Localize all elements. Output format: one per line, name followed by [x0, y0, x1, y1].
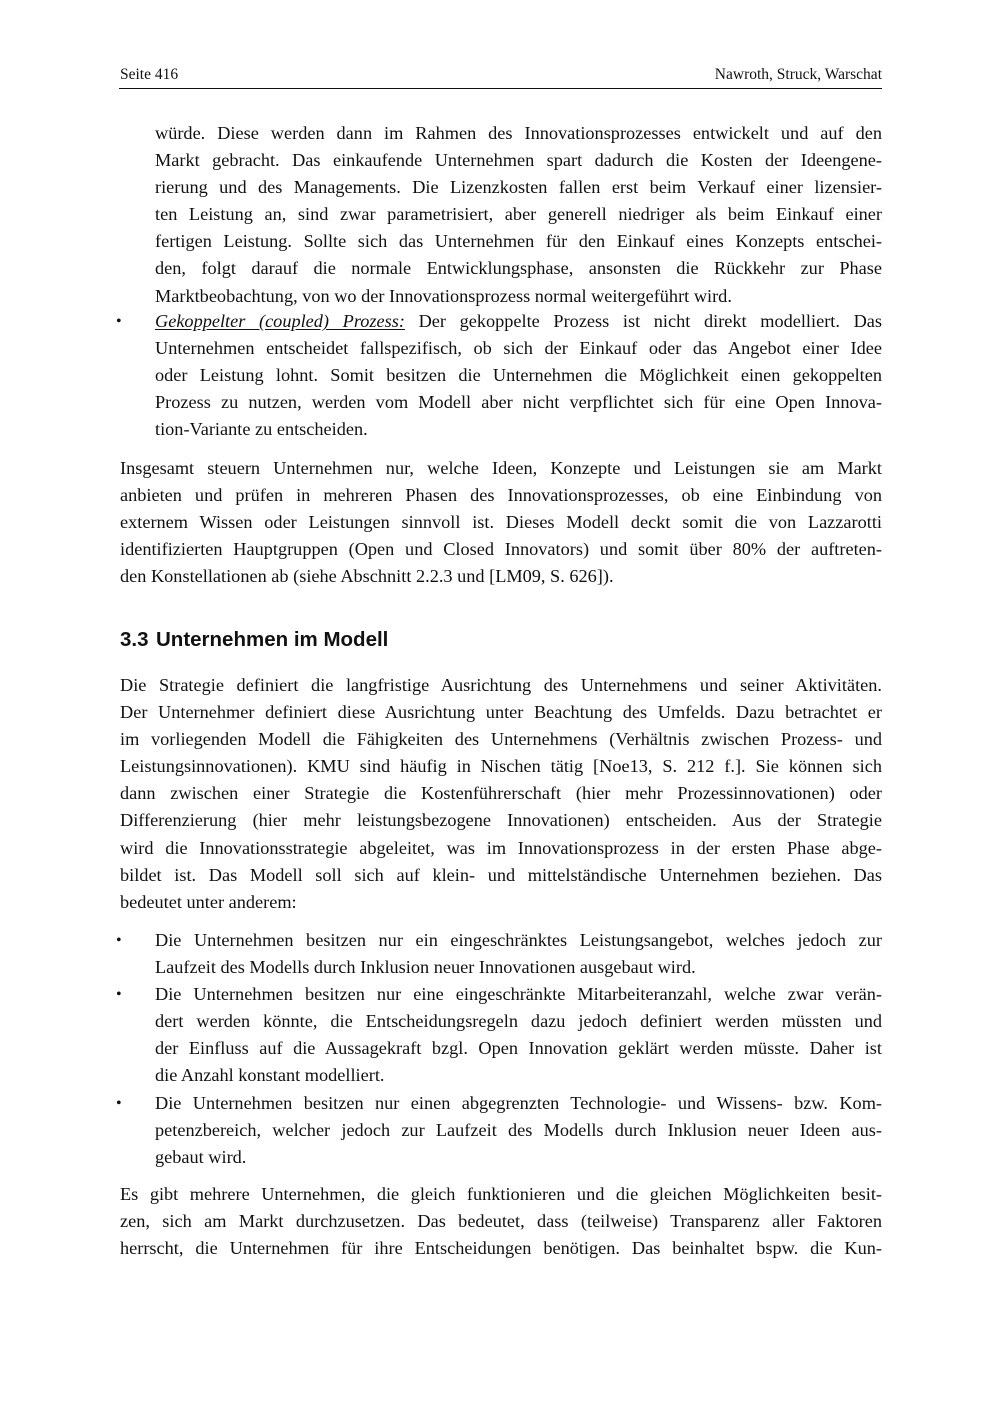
- text-line: Die Strategie definiert die langfristige Ausrichtung des Unternehmens und seiner Aktivitäten.: [120, 675, 882, 695]
- bullet-marker: •: [116, 313, 122, 330]
- text-line: die Anzahl konstant modelliert.: [155, 1065, 385, 1086]
- text-line: Marktbeobachtung, von wo der Innovationsprozess normal weitergeführt wird.: [155, 285, 732, 306]
- text-line: den Konstellationen ab (siehe Abschnitt 2.2.3 und [LM09, S. 626]).: [120, 566, 614, 587]
- text-segment: Der gekoppelte Prozess ist nicht direkt modelliert. Das: [404, 311, 882, 331]
- list-item: [116, 1090, 882, 1171]
- text-line: bedeutet unter anderem:: [120, 891, 297, 912]
- text-line: Markt gebracht. Das einkaufende Unternehmen spart dadurch die Kosten der Ideengene-: [155, 150, 882, 171]
- bullet-marker: •: [116, 1094, 122, 1112]
- text-line: herrscht, die Unternehmen für ihre Entscheidungen benötigen. Das beinhaltet bspw. die Kun-: [120, 1238, 882, 1259]
- text-line: Die Unternehmen besitzen nur eine eingeschränkte Mitarbeiteranzahl, welche zwar verän-: [155, 984, 882, 1005]
- section-heading: [120, 628, 388, 652]
- text-line: der Einfluss auf die Aussagekraft bzgl. Open Innovation geklärt werden müsste. Daher ist: [155, 1038, 882, 1059]
- header-rule: [119, 88, 882, 89]
- section-number: 3.3: [120, 628, 149, 651]
- text-line: den, folgt darauf die normale Entwicklungsphase, ansonsten die Rückkehr zur Phase: [155, 258, 882, 279]
- text-line: Die Unternehmen besitzen nur ein eingeschränktes Leistungsangebot, welches jedoch zur: [155, 930, 882, 950]
- section-title: Unternehmen im Modell: [156, 628, 389, 651]
- list-item: [116, 981, 882, 1089]
- text-line: gebaut wird.: [155, 1146, 247, 1167]
- page-number: Seite 416: [120, 66, 179, 83]
- text-line: Der Unternehmer definiert diese Ausrichtung unter Beachtung des Umfelds. Dazu betrachtet er: [120, 702, 882, 723]
- text-line: anbieten und prüfen in mehreren Phasen des Innovationsprozesses, ob eine Einbindung von: [120, 485, 882, 506]
- text-line: tion-Variante zu entscheiden.: [155, 419, 368, 440]
- running-header-authors: Nawroth, Struck, Warschat: [714, 66, 882, 83]
- text-line: bildet ist. Das Modell soll sich auf klein- und mittelständische Unternehmen beziehen. Das: [120, 864, 882, 885]
- text-line: [155, 308, 882, 335]
- text-line: Laufzeit des Modells durch Inklusion neuer Innovationen ausgebaut wird.: [155, 957, 696, 978]
- list-item: [116, 927, 882, 981]
- text-line: Differenzierung (hier mehr leistungsbezogene Innovationen) entscheiden. Aus der Strategie: [120, 810, 882, 831]
- text-line: identifizierten Hauptgruppen (Open und Closed Innovators) und somit über 80% der auftreten-: [120, 539, 882, 560]
- text-line: ten Leistung an, sind zwar parametrisiert, aber generell niedriger als beim Einkauf einer: [155, 204, 882, 225]
- text-line: dann zwischen einer Strategie die Kostenführerschaft (hier mehr Prozessinnovationen) oder: [120, 783, 882, 804]
- paragraph-strategy: [120, 672, 882, 916]
- bullet-marker: •: [116, 986, 122, 1004]
- text-line: dert werden könnte, die Entscheidungsregeln dazu jedoch definiert werden müssten und: [155, 1011, 882, 1032]
- paragraph-continuation: [155, 120, 882, 310]
- bullet-coupled-process: [116, 308, 882, 443]
- bullet-lines: [155, 335, 882, 443]
- text-line: oder Leistung lohnt. Somit besitzen die Unternehmen die Möglichkeit einen gekoppelten: [155, 365, 882, 386]
- text-line: Es gibt mehrere Unternehmen, die gleich funktionieren und die gleichen Möglichkeiten besit-: [120, 1184, 882, 1204]
- text-line: zen, sich am Markt durchzusetzen. Das bedeutet, dass (teilweise) Transparenz aller Faktoren: [120, 1211, 882, 1232]
- term-coupled-process: Gekoppelter (coupled) Prozess:: [155, 311, 405, 331]
- text-line: wird die Innovationsstrategie abgeleitet, was im Innovationsprozess in der ersten Phase abge-: [120, 837, 882, 858]
- text-line: Unternehmen entscheidet fallspezifisch, ob sich der Einkauf oder das Angebot einer Idee: [155, 338, 882, 359]
- text-line: Leistungsinnovationen). KMU sind häufig in Nischen tätig [Noe13, S. 212 f.]. Sie können sich: [120, 756, 882, 777]
- paragraph-companies: [120, 1181, 882, 1262]
- text-line: im vorliegenden Modell die Fähigkeiten des Unternehmens (Verhältnis zwischen Prozess- und: [120, 729, 882, 750]
- bullet-marker: •: [116, 932, 122, 949]
- text-line: Insgesamt steuern Unternehmen nur, welche Ideen, Konzepte und Leistungen sie am Markt: [120, 458, 882, 478]
- text-line: Prozess zu nutzen, werden vom Modell aber nicht verpflichtet sich für eine Open Innova-: [155, 392, 882, 413]
- text-line: petenzbereich, welcher jedoch zur Laufzeit des Modells durch Inklusion neuer Ideen aus-: [155, 1119, 882, 1140]
- text-line: externem Wissen oder Leistungen sinnvoll ist. Dieses Modell deckt somit die von Lazzarotti: [120, 512, 882, 533]
- bullet-list: [116, 927, 882, 1171]
- text-line: fertigen Leistung. Sollte sich das Unternehmen für den Einkauf eines Konzepts entschei-: [155, 231, 882, 252]
- paragraph-summary: [120, 455, 882, 590]
- text-line: rierung und des Managements. Die Lizenzkosten fallen erst beim Verkauf einer lizensier-: [155, 177, 882, 198]
- text-line: Die Unternehmen besitzen nur einen abgegrenzten Technologie- und Wissens- bzw. Kom-: [155, 1092, 882, 1113]
- text-line: würde. Diese werden dann im Rahmen des Innovationsprozesses entwickelt und auf den: [155, 123, 882, 143]
